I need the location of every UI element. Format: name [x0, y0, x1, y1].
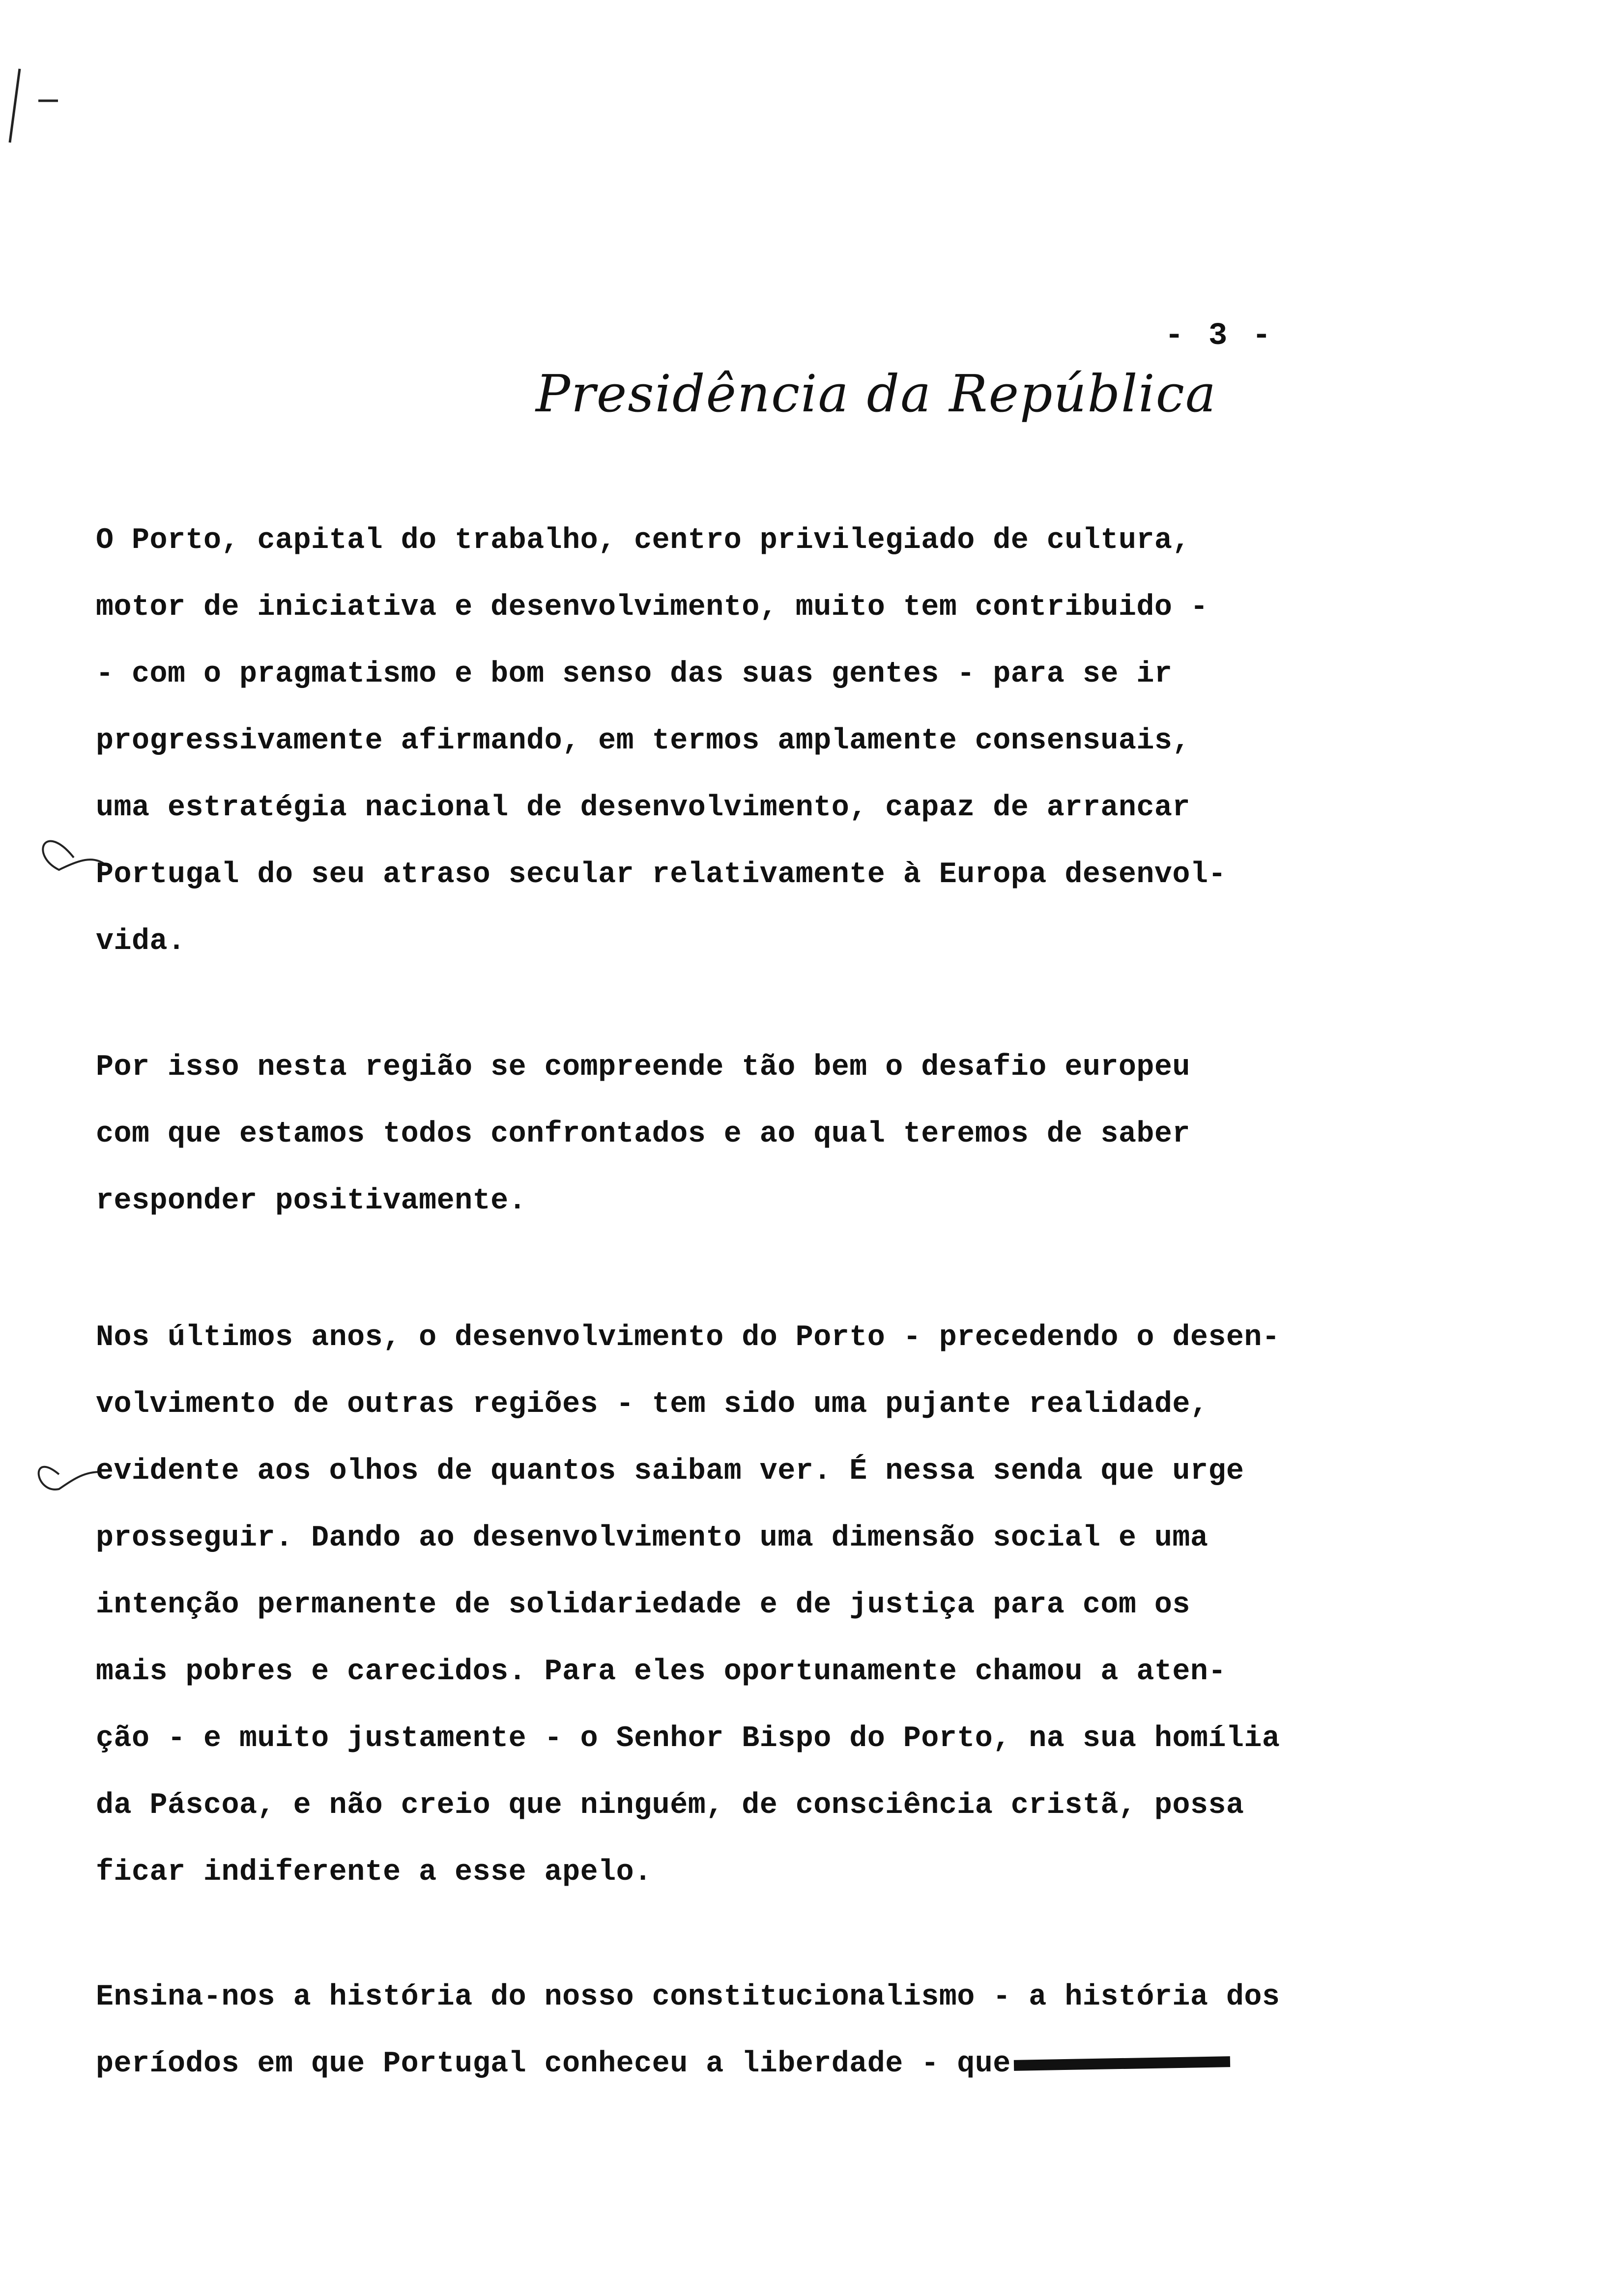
text-line: progressivamente afirmando, em termos amplamente consensuais,: [96, 724, 1190, 758]
paragraph-3: [96, 1304, 1433, 1906]
paragraph-4: [96, 1964, 1433, 2097]
margin-hook-mark-2: [39, 1467, 101, 1490]
text-line: prosseguir. Dando ao desenvolvimento uma dimensão social e uma: [96, 1521, 1209, 1555]
letterhead-title: Presidência da República: [536, 364, 1217, 424]
text-line: Nos últimos anos, o desenvolvimento do Porto - precedendo o desen-: [96, 1321, 1280, 1354]
paragraph-2: [96, 1034, 1433, 1234]
corner-slash-mark: [10, 69, 20, 143]
text-line: motor de iniciativa e desenvolvimento, muito tem contribuido -: [96, 591, 1209, 624]
text-line: Portugal do seu atraso secular relativamente à Europa desenvol-: [96, 858, 1226, 891]
text-line: com que estamos todos confrontados e ao qual teremos de saber: [96, 1118, 1190, 1151]
text-line: - com o pragmatismo e bom senso das suas gentes - para se ir: [96, 658, 1173, 691]
text-line: mais pobres e carecidos. Para eles oportunamente chamou a aten-: [96, 1655, 1226, 1689]
struck-out-text: [1014, 2056, 1230, 2071]
text-line: da Páscoa, e não creio que ninguém, de consciência cristã, possa: [96, 1789, 1244, 1822]
text-line: volvimento de outras regiões - tem sido uma pujante realidade,: [96, 1388, 1209, 1421]
text-line-with-strikeout: [96, 2031, 1433, 2097]
text-line: O Porto, capital do trabalho, centro privilegiado de cultura,: [96, 524, 1190, 557]
text-line: uma estratégia nacional de desenvolvimento, capaz de arrancar: [96, 791, 1190, 825]
text-line: ção - e muito justamente - o Senhor Bispo do Porto, na sua homília: [96, 1722, 1280, 1755]
text-line-content: períodos em que Portugal conheceu a liberdade - que: [96, 2047, 1011, 2081]
text-line: vida.: [96, 925, 186, 958]
text-line: ficar indiferente a esse apelo.: [96, 1856, 652, 1889]
text-line: intenção permanente de solidariedade e de justiça para com os: [96, 1588, 1190, 1622]
text-line: Ensina-nos a história do nosso constitucionalismo - a história dos: [96, 1980, 1280, 2014]
page-number: - 3 -: [1165, 318, 1274, 354]
text-line: evidente aos olhos de quantos saibam ver. É nessa senda que urge: [96, 1455, 1244, 1488]
text-line: responder positivamente.: [96, 1184, 527, 1218]
text-line: Por isso nesta região se compreende tão bem o desafio europeu: [96, 1051, 1190, 1084]
paragraph-1: [96, 507, 1433, 975]
